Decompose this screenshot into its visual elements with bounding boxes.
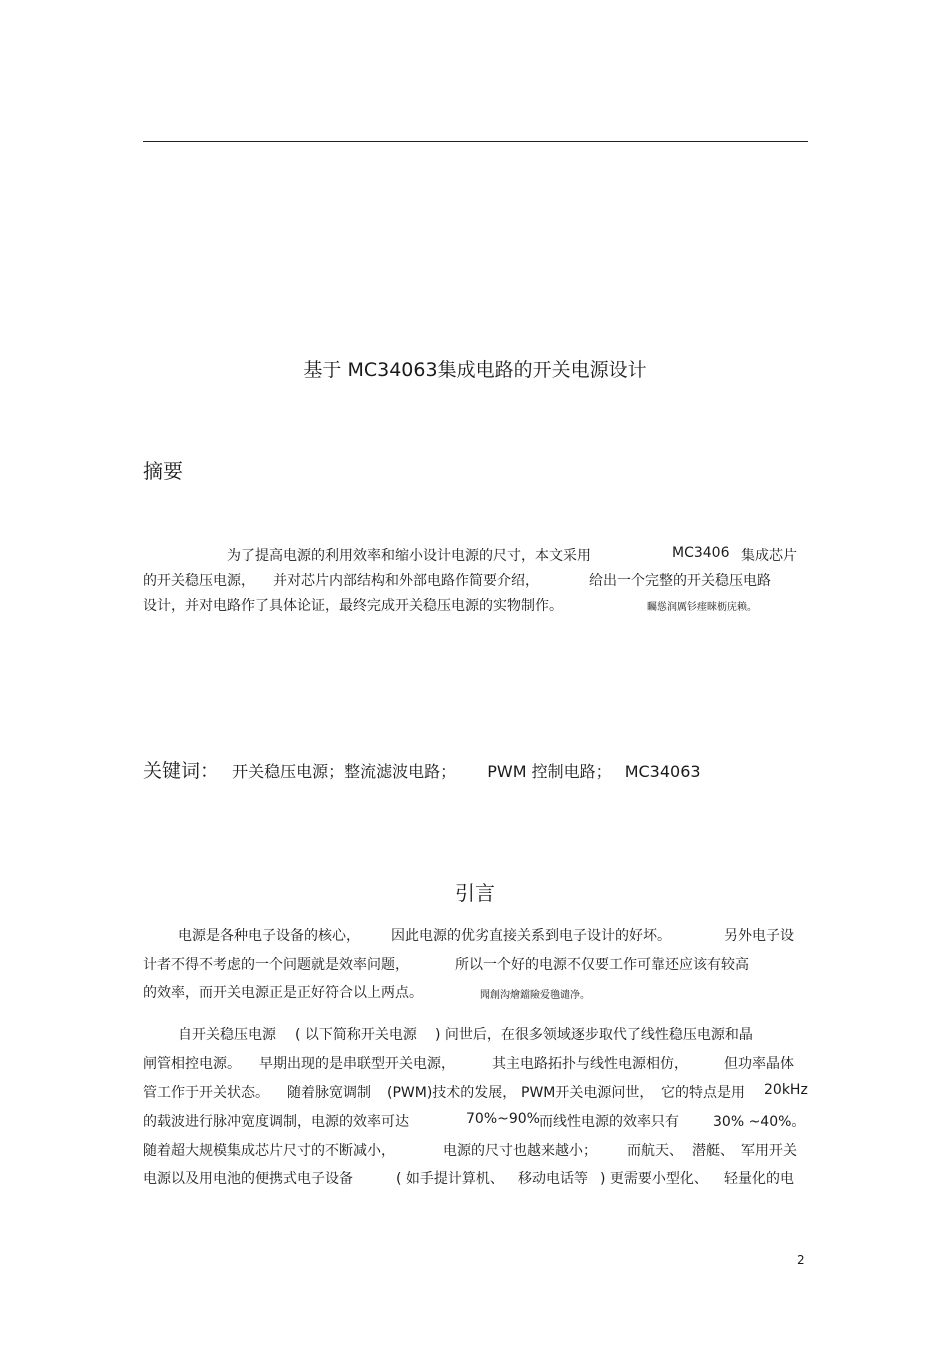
abstract-line-1b: MC3406 [672, 545, 730, 561]
p1-line-3a: 的效率，而开关电源正是正好符合以上两点。 [143, 985, 423, 1001]
p2-line-5b: 电源的尺寸也越来越小； [443, 1143, 597, 1159]
document-title: 基于 MC34063集成电路的开关电源设计 [303, 359, 647, 381]
abstract-line-1c: 集成芯片 [741, 548, 797, 564]
abstract-line-3a: 设计，并对电路作了具体论证，最终完成开关稳压电源的实物制作。 [143, 598, 563, 614]
abstract-line-1a: 为了提高电源的利用效率和缩小设计电源的尺寸，本文采用 [227, 548, 591, 564]
p2-line-2d: 但功率晶体 [724, 1056, 794, 1072]
p2-line-5a: 随着超大规模集成芯片尺寸的不断减小， [143, 1143, 395, 1159]
p1-line-1a: 电源是各种电子设备的核心， [178, 928, 360, 944]
p2-line-2b: 早期出现的是串联型开关电源， [259, 1056, 455, 1072]
p2-line-4a: 的载波进行脉冲宽度调制，电源的效率可达 [143, 1114, 409, 1130]
p2-line-4d: 30% ~40%。 [713, 1114, 806, 1130]
intro-heading: 引言 [455, 881, 495, 905]
p1-line-1b: 因此电源的优劣直接关系到电子设计的好坏。 [391, 928, 671, 944]
keyword-3: MC34063 [624, 762, 701, 781]
keyword-2: PWM 控制电路； [487, 762, 612, 781]
abstract-line-2c: 给出一个完整的开关稳压电路 [589, 573, 771, 589]
header-rule [143, 141, 808, 142]
p2-line-3e: 它的特点是用 [661, 1085, 745, 1101]
p2-line-6a: 电源以及用电池的便携式电子设备 [143, 1171, 353, 1187]
page-number: 2 [797, 1253, 805, 1267]
abstract-line-2a: 的开关稳压电源， [143, 573, 255, 589]
p1-line-3b: 聞創沟燴鐺險爱氇谴净。 [480, 990, 590, 1001]
p2-line-3b: 随着脉宽调制 [287, 1085, 371, 1101]
abstract-heading: 摘要 [143, 459, 183, 483]
p2-line-5d: 潜艇、 [692, 1143, 734, 1159]
p2-line-1b: ( 以下简称开关电源 [295, 1027, 417, 1043]
p2-line-6e: 轻量化的电 [724, 1171, 794, 1187]
p1-line-2b: 所以一个好的电源不仅要工作可靠还应该有较高 [455, 957, 749, 973]
keywords-label: 关键词： [143, 760, 220, 782]
p2-line-2c: 其主电路拓扑与线性电源相仿， [492, 1056, 688, 1072]
p2-line-6b: ( 如手提计算机、 [396, 1171, 504, 1187]
p2-line-3d: PWM开关电源问世， [521, 1085, 654, 1101]
p2-line-3f: 20kHz [764, 1082, 808, 1098]
p2-line-5c: 而航天、 [627, 1143, 683, 1159]
p2-line-6c: 移动电话等 [518, 1171, 588, 1187]
p2-line-4c: 而线性电源的效率只有 [539, 1114, 679, 1130]
p2-line-5e: 军用开关 [741, 1143, 797, 1159]
p2-line-4b: 70%~90% [466, 1111, 540, 1127]
abstract-line-3b: 矚慫润厲钐瘗睞枥庑赖。 [647, 602, 757, 613]
keyword-1: 开关稳压电源；整流滤波电路； [232, 762, 457, 781]
p2-line-2a: 闸管相控电源。 [143, 1056, 241, 1072]
abstract-line-2b: 并对芯片内部结构和外部电路作简要介绍， [273, 573, 539, 589]
p1-line-2a: 计者不得不考虑的一个问题就是效率问题， [143, 957, 409, 973]
p1-line-1c: 另外电子设 [724, 928, 794, 944]
p2-line-6d: ) 更需要小型化、 [600, 1171, 708, 1187]
p2-line-3a: 管工作于开关状态。 [143, 1085, 269, 1101]
p2-line-1c: ) 问世后，在很多领域逐步取代了线性稳压电源和晶 [435, 1027, 753, 1043]
p2-line-1a: 自开关稳压电源 [178, 1027, 276, 1043]
p2-line-3c: (PWM)技术的发展， [387, 1085, 517, 1101]
keywords-row [143, 756, 701, 783]
